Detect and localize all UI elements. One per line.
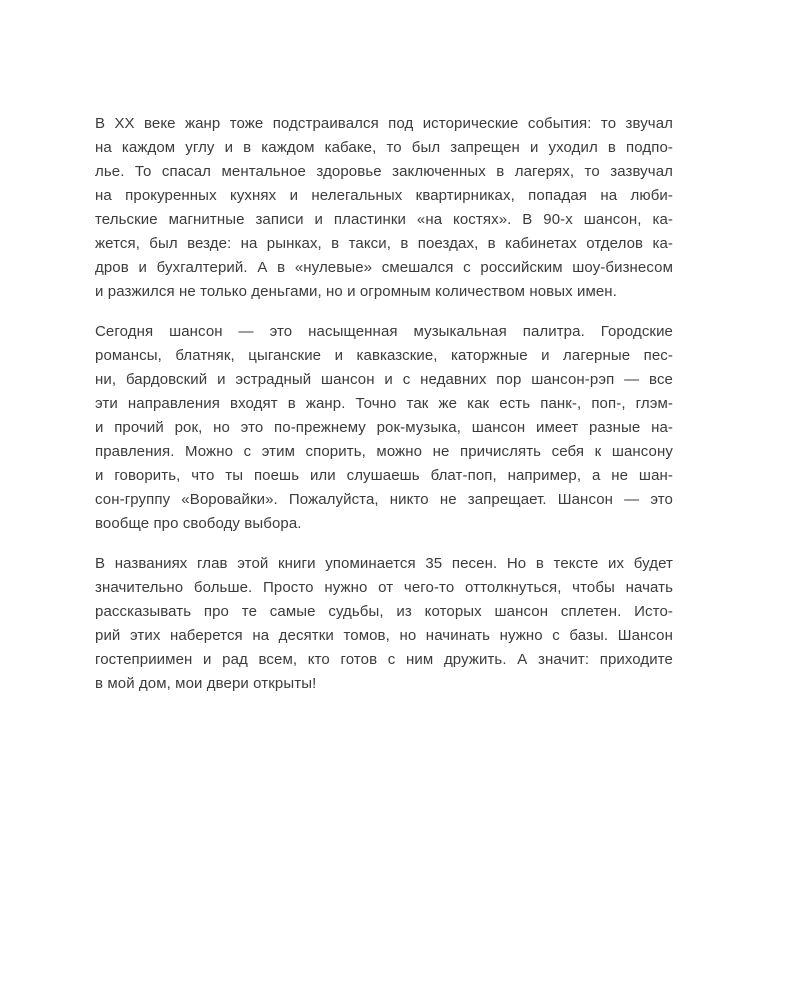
text-block [95, 112, 673, 696]
text-line: тельские магнитные записи и пластинки «на костях». В 90-х шансон, ка- [95, 211, 673, 228]
paragraph [95, 552, 673, 696]
paragraph [95, 112, 673, 304]
text-line: на прокуренных кухнях и нелегальных квартирниках, попадая на люби- [95, 187, 673, 204]
text-line: дров и бухгалтерий. А в «нулевые» смешался с российским шоу-бизнесом [95, 259, 673, 276]
text-line: на каждом углу и в каждом кабаке, то был запрещен и уходил в подпо- [95, 139, 673, 156]
text-line: рассказывать про те самые судьбы, из которых шансон сплетен. Исто- [95, 603, 673, 620]
text-line: гостеприимен и рад всем, кто готов с ним дружить. А значит: приходите [95, 651, 673, 668]
text-line: В ХХ веке жанр тоже подстраивался под исторические события: то звучал [95, 115, 673, 132]
text-line: рий этих наберется на десятки томов, но начинать нужно с базы. Шансон [95, 627, 673, 644]
text-line: эти направления входят в жанр. Точно так же как есть панк-, поп-, глэм- [95, 395, 673, 412]
text-line: и разжился не только деньгами, но и огромным количеством новых имен. [95, 283, 617, 300]
paragraph [95, 320, 673, 536]
text-line: вообще про свободу выбора. [95, 515, 302, 532]
text-line: в мой дом, мои двери открыты! [95, 675, 317, 692]
text-line: сон-группу «Воровайки». Пожалуйста, никто не запрещает. Шансон — это [95, 491, 673, 508]
text-line: В названиях глав этой книги упоминается 35 песен. Но в тексте их будет [95, 555, 673, 572]
text-line: и говорить, что ты поешь или слушаешь блат-поп, например, а не шан- [95, 467, 673, 484]
text-line: значительно больше. Просто нужно от чего-то оттолкнуться, чтобы начать [95, 579, 673, 596]
text-line: ни, бардовский и эстрадный шансон и с недавних пор шансон-рэп — все [95, 371, 673, 388]
text-line: жется, был везде: на рынках, в такси, в поездах, в кабинетах отделов ка- [95, 235, 673, 252]
text-line: романсы, блатняк, цыганские и кавказские, каторжные и лагерные пес- [95, 347, 673, 364]
text-line: лье. То спасал ментальное здоровье заключенных в лагерях, то зазвучал [95, 163, 673, 180]
text-line: и прочий рок, но это по-прежнему рок-музыка, шансон имеет разные на- [95, 419, 673, 436]
text-line: Сегодня шансон — это насыщенная музыкальная палитра. Городские [95, 323, 673, 340]
text-line: правления. Можно с этим спорить, можно не причислять себя к шансону [95, 443, 673, 460]
